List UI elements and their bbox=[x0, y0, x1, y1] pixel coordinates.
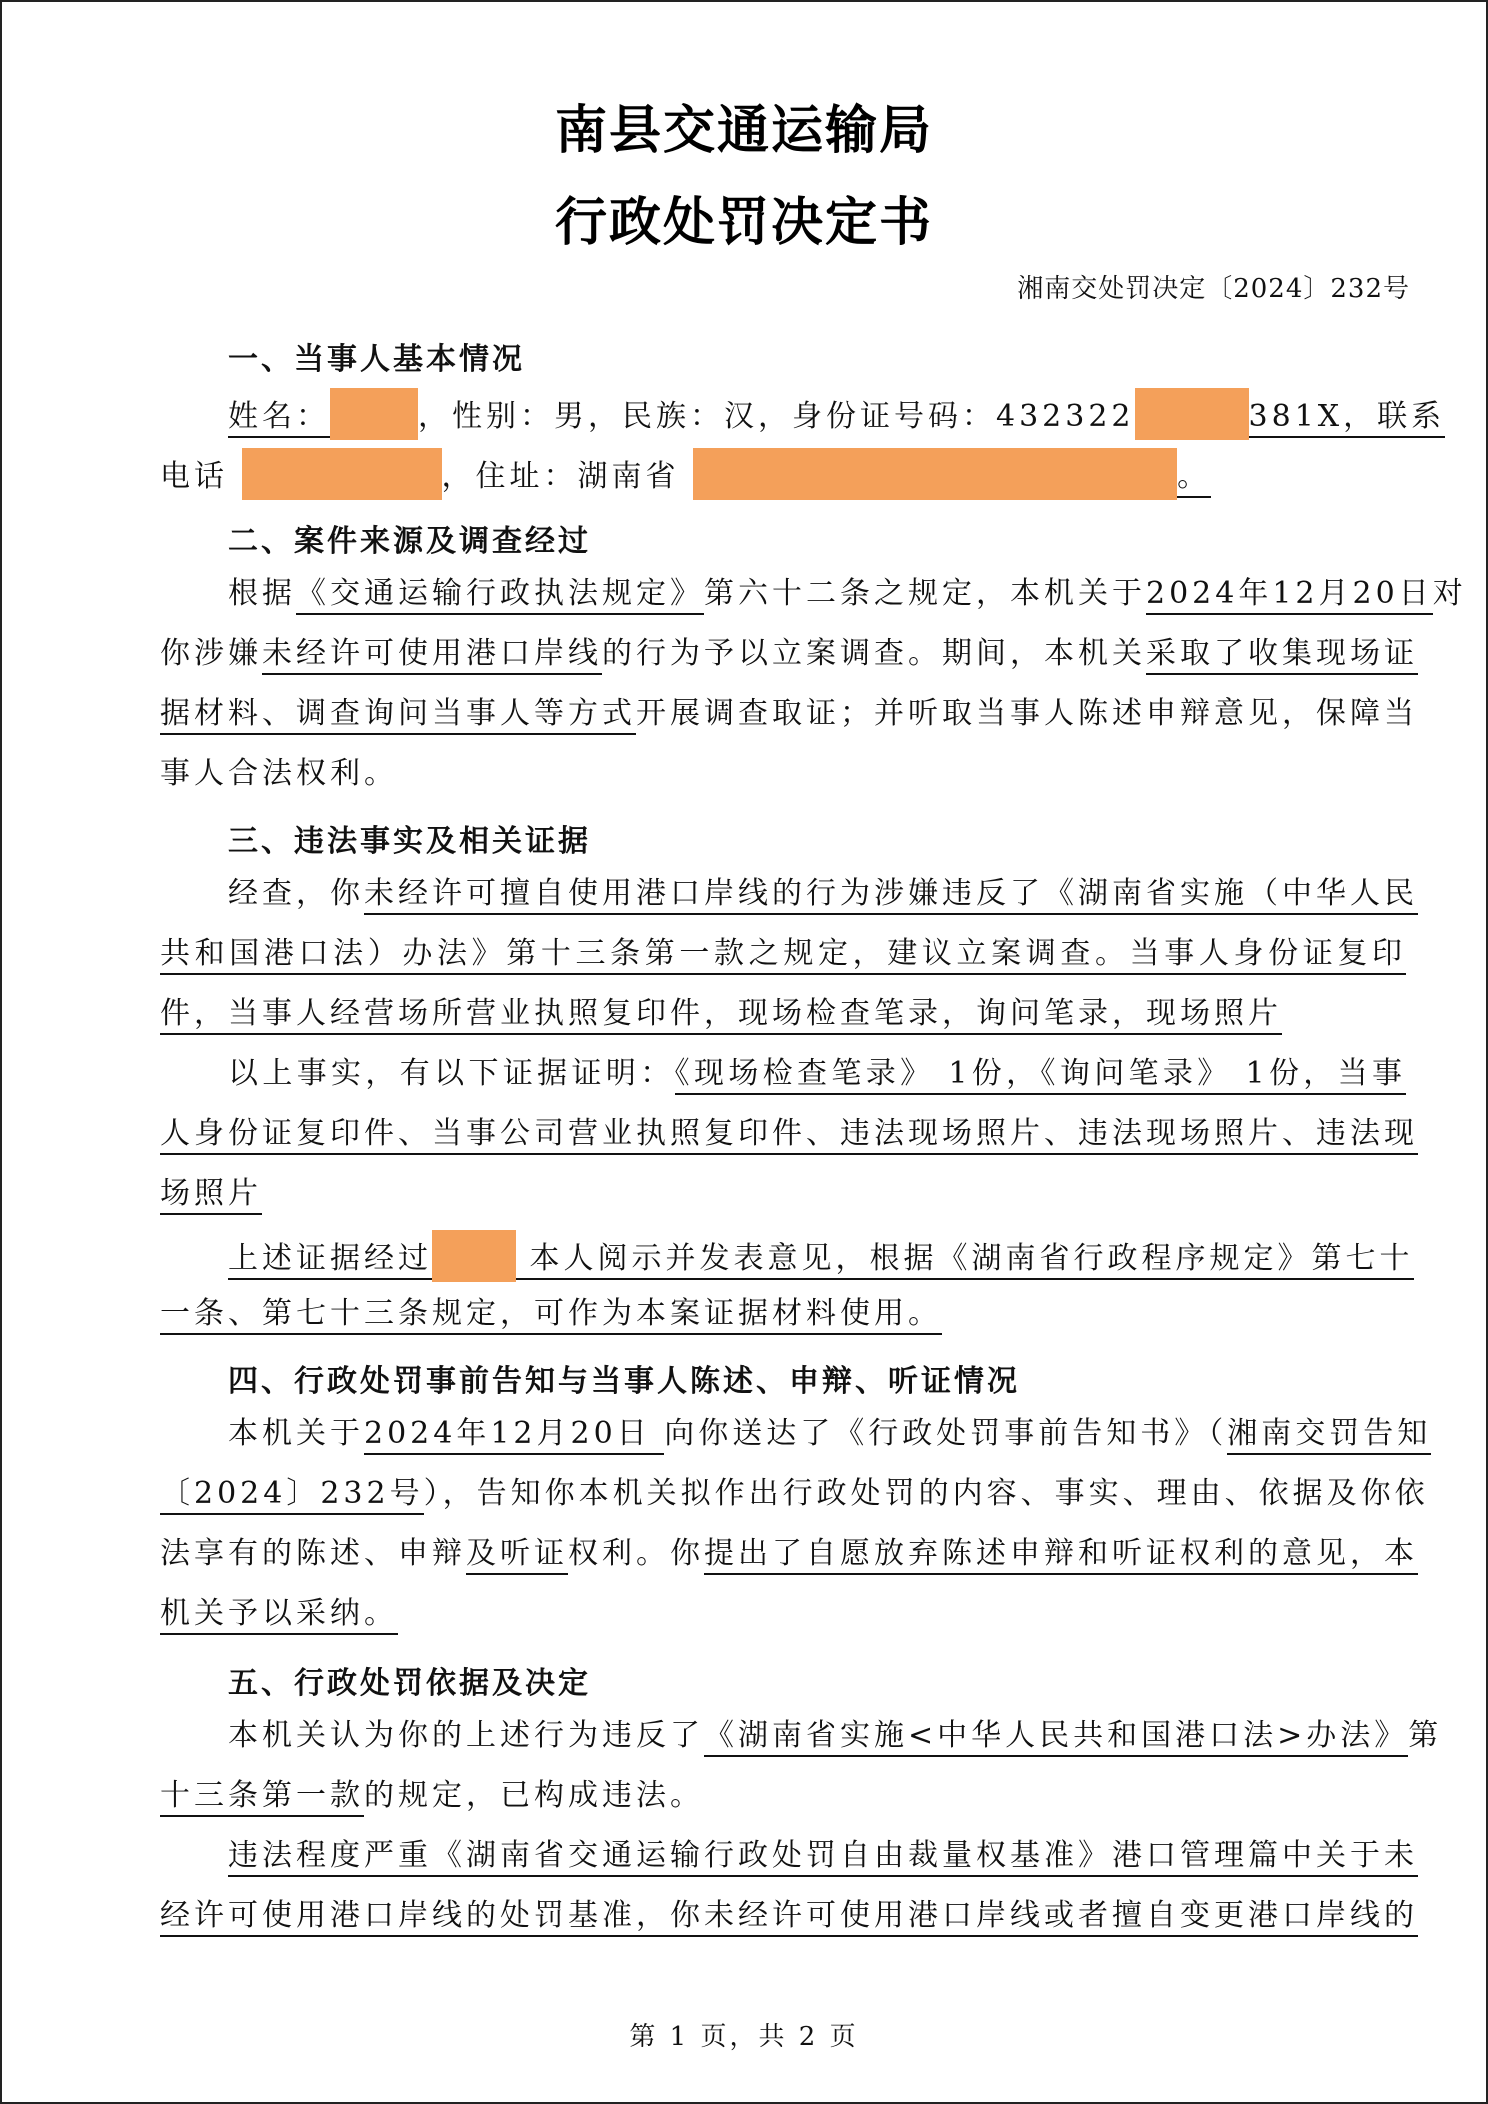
section5-p2-line1: 违法程度严重《湖南省交通运输行政处罚自由裁量权基准》港口管理篇中关于未 bbox=[228, 1836, 1406, 1876]
section5-p1-line2: 十三条第一款的规定，已构成违法。 bbox=[160, 1776, 1406, 1816]
id-suffix-contact: 381X，联系 bbox=[1249, 399, 1446, 438]
section3-p3-line2: 一条、第七十三条规定，可作为本案证据材料使用。 bbox=[160, 1294, 1406, 1334]
section3-p2-line2: 人身份证复印件、当事公司营业执照复印件、违法现场照片、违法现场照片、违法现 bbox=[160, 1114, 1406, 1154]
section2-line1: 根据《交通运输行政执法规定》第六十二条之规定，本机关于2024年12月20日对 bbox=[228, 574, 1406, 614]
section3-p2-line3: 场照片 bbox=[160, 1174, 1406, 1214]
section5-p2-line2: 经许可使用港口岸线的处罚基准，你未经许可使用港口岸线或者擅自变更港口岸线的 bbox=[160, 1896, 1406, 1936]
section4-line3: 法享有的陈述、申辩及听证权利。你提出了自愿放弃陈述申辩和听证权利的意见，本 bbox=[160, 1534, 1406, 1574]
address-end: 。 bbox=[1177, 459, 1211, 498]
section3-p1-line1: 经查，你未经许可擅自使用港口岸线的行为涉嫌违反了《湖南省实施（中华人民 bbox=[228, 874, 1406, 914]
section5-heading: 五、行政处罚依据及决定 bbox=[228, 1666, 591, 1701]
section2-line2: 你涉嫌未经许可使用港口岸线的行为予以立案调查。期间，本机关采取了收集现场证 bbox=[160, 634, 1406, 674]
redacted-phone bbox=[242, 448, 442, 500]
section2-heading: 二、案件来源及调查经过 bbox=[228, 524, 591, 559]
section4-heading: 四、行政处罚事前告知与当事人陈述、申辩、听证情况 bbox=[228, 1364, 1020, 1399]
section5-p1-line1: 本机关认为你的上述行为违反了《湖南省实施<中华人民共和国港口法>办法》第 bbox=[228, 1716, 1406, 1756]
document-number: 湘南交处罚决定〔2024〕232号 bbox=[1017, 274, 1410, 304]
redacted-person bbox=[432, 1230, 516, 1282]
section3-p1-line3: 件，当事人经营场所营业执照复印件，现场检查笔录，询问笔录，现场照片 bbox=[160, 994, 1406, 1034]
redacted-name bbox=[330, 388, 418, 440]
agency-title: 南县交通运输局 bbox=[554, 101, 933, 161]
section1-line2 bbox=[160, 452, 1406, 504]
document-title: 行政处罚决定书 bbox=[554, 193, 933, 253]
page-number: 第 1 页，共 2 页 bbox=[629, 2022, 859, 2052]
section4-line1: 本机关于2024年12月20日 向你送达了《行政处罚事前告知书》（湘南交罚告知 bbox=[228, 1414, 1406, 1454]
gender-ethnicity-id: ，性别：男，民族：汉，身份证号码：432322 bbox=[418, 399, 1135, 434]
section3-heading: 三、违法事实及相关证据 bbox=[228, 824, 591, 859]
section3-p2-line1: 以上事实，有以下证据证明：《现场检查笔录》 1份，《询问笔录》 1份，当事 bbox=[228, 1054, 1406, 1094]
section4-line2: 〔2024〕232号），告知你本机关拟作出行政处罚的内容、事实、理由、依据及你依 bbox=[160, 1474, 1406, 1514]
section2-line4: 事人合法权利。 bbox=[160, 756, 398, 791]
redacted-address bbox=[693, 448, 1177, 500]
section1-heading: 一、当事人基本情况 bbox=[228, 342, 525, 377]
redacted-id-part bbox=[1135, 388, 1249, 440]
section1-line1 bbox=[228, 392, 1446, 444]
address-label: ，住址：湖南省 bbox=[441, 459, 680, 494]
section3-p3-line1: 上述证据经过 本人阅示并发表意见，根据《湖南省行政程序规定》第七十 bbox=[228, 1234, 1406, 1286]
section4-line4: 机关予以采纳。 bbox=[160, 1594, 1406, 1634]
name-label: 姓名： bbox=[228, 399, 330, 438]
section2-line3: 据材料、调查询问当事人等方式开展调查取证；并听取当事人陈述申辩意见，保障当 bbox=[160, 694, 1406, 734]
phone-label: 电话 bbox=[160, 459, 228, 494]
section3-p1-line2: 共和国港口法）办法》第十三条第一款之规定，建议立案调查。当事人身份证复印 bbox=[160, 934, 1406, 974]
